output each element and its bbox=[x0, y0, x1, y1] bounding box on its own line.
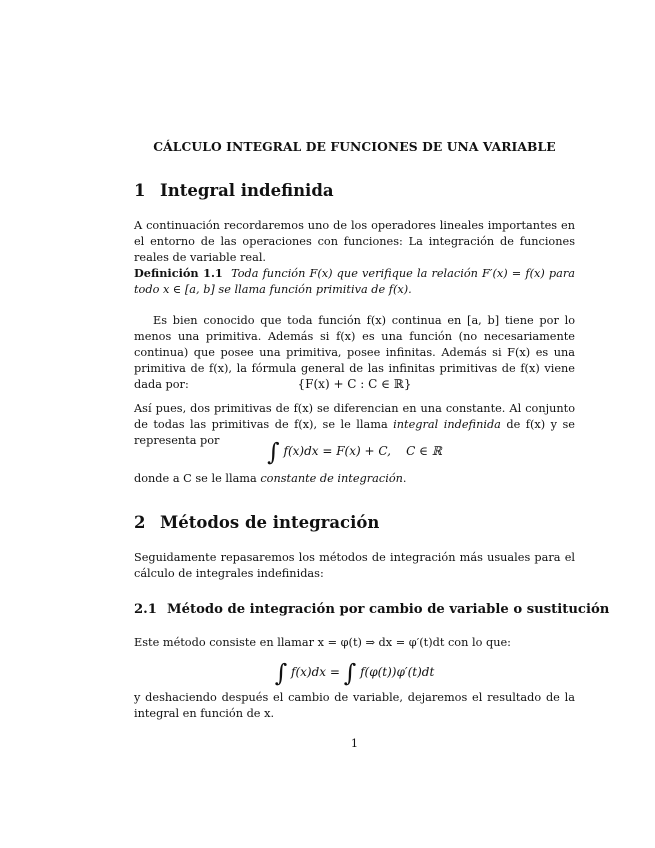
equation-rhs: f(φ(t))φ′(t)dt bbox=[360, 665, 435, 679]
equation-substitution bbox=[134, 659, 575, 687]
equation-indefinite-integral bbox=[134, 438, 575, 466]
equation-primitive-set: {F(x) + C : C ∈ ℝ} bbox=[297, 377, 412, 391]
section-1-heading bbox=[134, 181, 575, 200]
paragraph-primitives: Es bien conocido que toda función f(x) continua en [a, b] tiene por lo menos una primitiva. Además si f(x) es una función (no necesariamente continua) que posee una primitiva, posee infinitas. Además si F(x) es una primitiva de f(x), la fórmula general de las infinitas primitivas de f(x) viene dada por: bbox=[134, 314, 575, 391]
text-run: de f(x) y se representa por bbox=[134, 418, 575, 447]
paragraph-undo-substitution: y deshaciendo después el cambio de variable, dejaremos el resultado de la integral en función de x. bbox=[134, 691, 575, 720]
text-run: . bbox=[402, 472, 407, 485]
definition-1-1 bbox=[134, 265, 575, 298]
emphasis-term: constante de integración bbox=[260, 472, 403, 485]
section-number: 1 bbox=[134, 181, 146, 200]
paragraph-substitution: Este método consiste en llamar x = φ(t) ⇒ dx = φ′(t)dt con lo que: bbox=[134, 636, 511, 649]
equation-body: f(x)dx = F(x) + C, C ∈ ℝ bbox=[283, 444, 442, 458]
subsection-number: 2.1 bbox=[134, 602, 157, 617]
section-2-heading bbox=[134, 513, 575, 532]
subsection-2-1-heading bbox=[134, 602, 610, 617]
section-1-intro: A continuación recordaremos uno de los operadores lineales importantes en el entorno de las operaciones con funciones: La integración de funciones reales de variable real. bbox=[134, 219, 575, 264]
definition-label: Definición 1.1 bbox=[134, 266, 223, 280]
emphasis-term: integral indefinida bbox=[393, 418, 501, 431]
page-number: 1 bbox=[350, 737, 359, 750]
definition-text: Toda función F(x) que verifique la relación F′(x) = f(x) para todo x ∈ [a, b] se llama función primitiva de f(x). bbox=[134, 267, 575, 296]
section-title: Integral indefinida bbox=[160, 181, 334, 200]
subsection-title: Método de integración por cambio de variable o sustitución bbox=[167, 602, 610, 617]
paragraph-constant bbox=[134, 471, 575, 487]
section-number: 2 bbox=[134, 513, 146, 532]
document-title: CÁLCULO INTEGRAL DE FUNCIONES DE UNA VARIABLE bbox=[153, 139, 556, 154]
text-run: donde a C se le llama bbox=[134, 472, 261, 485]
integral-sign: ∫ bbox=[343, 659, 357, 687]
integral-sign: ∫ bbox=[267, 438, 280, 466]
equation-lhs: f(x)dx = bbox=[291, 665, 344, 679]
section-2-intro: Seguidamente repasaremos los métodos de integración más usuales para el cálculo de integrales indefinidas: bbox=[134, 551, 575, 580]
section-title: Métodos de integración bbox=[160, 513, 380, 532]
integral-sign: ∫ bbox=[274, 659, 288, 687]
text-run: Así pues, dos primitivas de f(x) se diferencian en una constante. Al conjunto de todas las primitivas de f(x), se le llama bbox=[134, 402, 575, 431]
